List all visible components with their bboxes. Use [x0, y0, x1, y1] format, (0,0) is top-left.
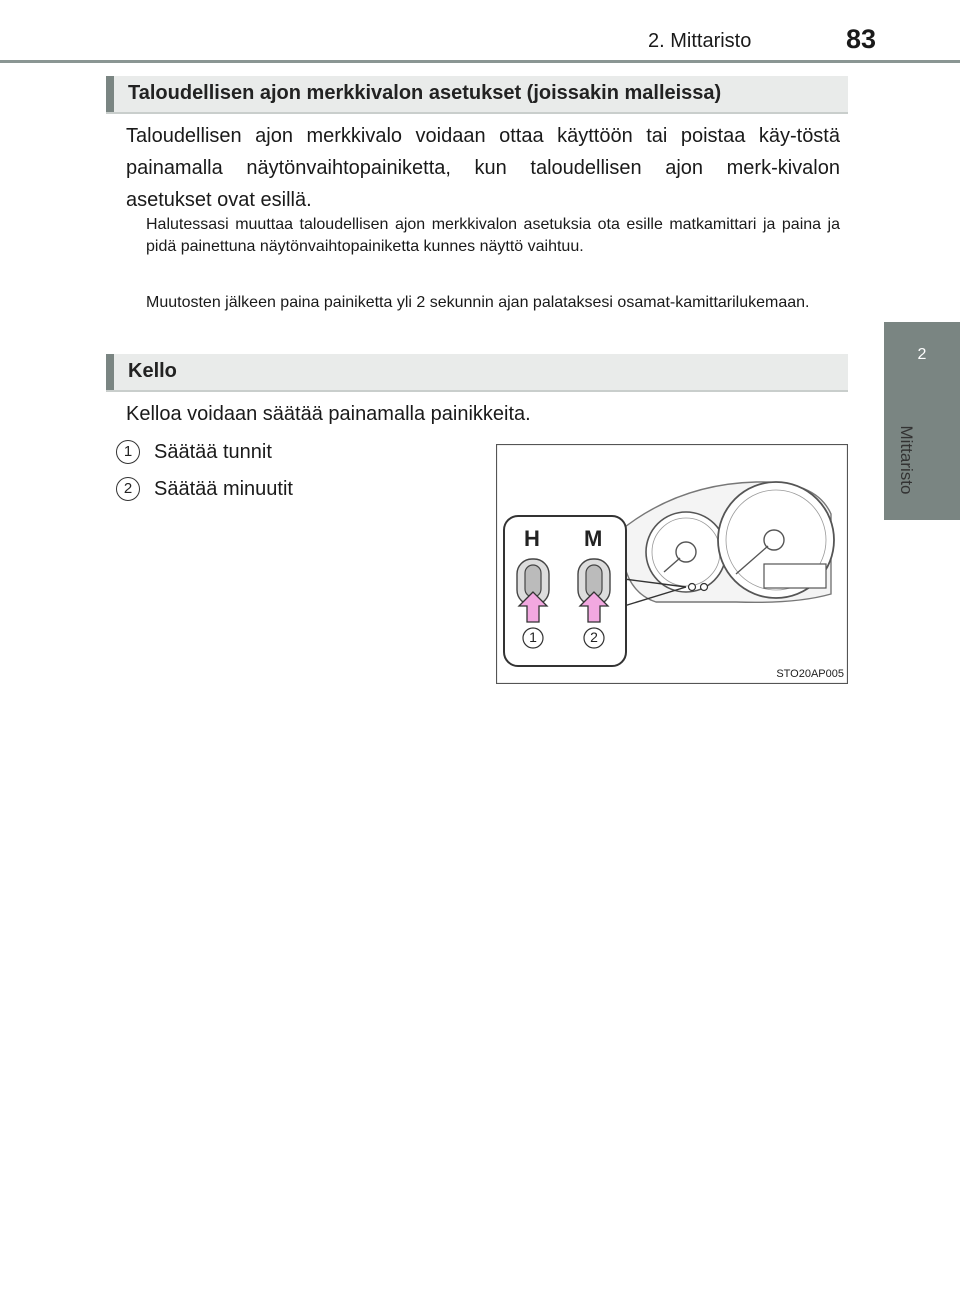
section-heading-eco-indicator [106, 76, 848, 114]
item-number-2: 2 [116, 477, 140, 501]
eco-note-2: Muutosten jälkeen paina painiketta yli 2 sekunnin ajan palataksesi osamat-kamittarilukemaan. [146, 294, 810, 311]
button-label-m: M [584, 526, 603, 551]
header-section-title: 2. Mittaristo [648, 30, 752, 52]
item-number-1: 1 [116, 440, 140, 464]
eco-note-1: Halutessasi muuttaa taloudellisen ajon merkkivalon asetuksia ota esille matkamittari ja paina ja pidä painettuna näytönvaihtopainiketta kunnes näyttö vaihtuu. [146, 216, 840, 255]
section-heading-clock [106, 354, 848, 392]
button-label-h: H [524, 526, 540, 551]
side-chapter-label [846, 420, 960, 495]
figure-illustration [496, 444, 848, 684]
figure-callout-1: 1 [529, 629, 537, 645]
eco-paragraph: Taloudellisen ajon merkkivalo voidaan ottaa käyttöön tai poistaa käy-töstä painamalla näytönvaihtopainiketta, kun taloudellisen ajon merk-kivalon asetukset ovat esillä. [126, 125, 840, 211]
section-heading-text: Taloudellisen ajon merkkivalon asetukset (joissakin malleissa) [128, 82, 722, 104]
item-text-1: Säätää tunnit [154, 441, 272, 463]
side-tab-label: Mittaristo [897, 425, 916, 495]
item-text-2: Säätää minuutit [154, 478, 293, 500]
page-number: 83 [846, 24, 877, 54]
section-heading-text: Kello [128, 360, 177, 382]
section-heading-bar [106, 354, 114, 390]
header-rule [0, 60, 960, 63]
clock-adjust-figure [496, 444, 848, 684]
section-heading-bar [106, 76, 114, 112]
side-tab-number: 2 [917, 346, 927, 363]
clock-intro: Kelloa voidaan säätää painamalla painikkeita. [126, 403, 531, 425]
figure-callout-2: 2 [590, 629, 598, 645]
figure-code: STO20AP005 [776, 668, 844, 680]
